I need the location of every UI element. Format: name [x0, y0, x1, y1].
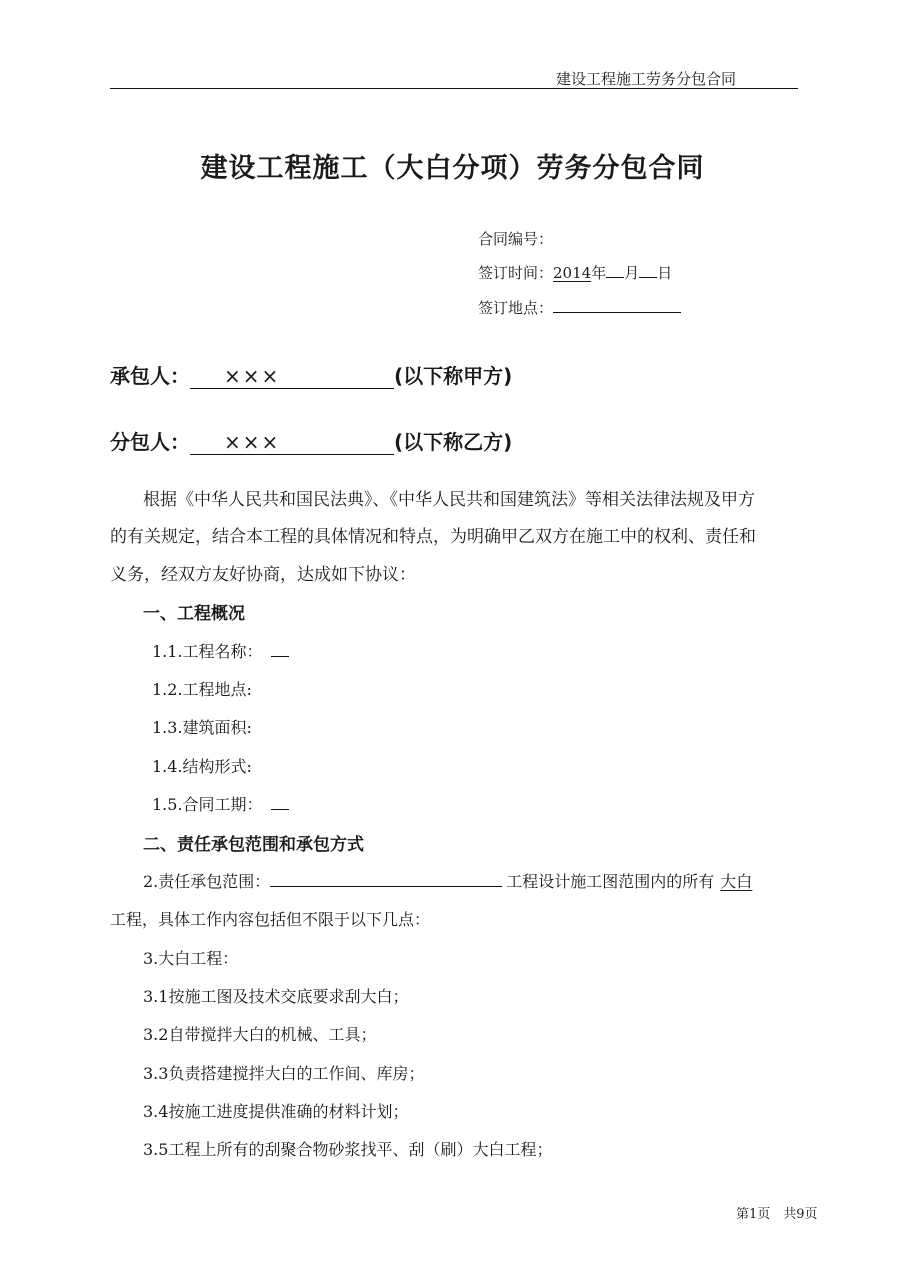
year-char: 年: [591, 264, 607, 282]
sign-place-row: [478, 297, 681, 318]
section-1-heading: 一、工程概况: [143, 604, 245, 624]
sign-time-row: [478, 262, 672, 283]
section-2-item-5: 3.4按施工进度提供准确的材料计划；: [143, 1102, 409, 1121]
subcontractor-row: [110, 426, 512, 455]
scope-blank: [270, 872, 502, 887]
project-name-blank: [271, 642, 289, 657]
contractor-suffix: (以下称甲方): [394, 364, 513, 388]
section-2-heading: 二、责任承包范围和承包方式: [143, 835, 364, 855]
contract-number-label: 合同编号：: [478, 230, 554, 248]
scope-label: 2.责任承包范围：: [143, 872, 271, 891]
project-name-item: [152, 639, 289, 662]
contract-period-blank: [271, 795, 289, 810]
scope-line-2: 工程，具体工作内容包括但不限于以下几点：: [110, 910, 431, 929]
section-2-item-3: 3.2自带搅拌大白的机械、工具；: [143, 1025, 377, 1044]
intro-line-2: 的有关规定，结合本工程的具体情况和特点，为明确甲乙双方在施工中的权利、责任和: [110, 527, 756, 547]
sign-place-label: 签订地点：: [478, 299, 554, 317]
day-char: 日: [657, 264, 673, 282]
scope-row: [143, 869, 752, 892]
scope-item: 大白: [720, 872, 753, 891]
sign-place-blank: [553, 298, 681, 313]
page-number: 第1页 共9页: [736, 1207, 818, 1222]
subcontractor-suffix: (以下称乙方): [394, 430, 513, 454]
contract-period-item: [152, 792, 289, 815]
structure-form-item: 1.4.结构形式:: [152, 757, 252, 776]
building-area-item: 1.3.建筑面积:: [152, 718, 252, 737]
project-name-label: 1.1.工程名称：: [152, 642, 263, 661]
intro-line-1: 根据《中华人民共和国民法典》、《中华人民共和国建筑法》等相关法律法规及甲方: [143, 490, 755, 510]
intro-line-3: 义务，经双方友好协商，达成如下协议：: [110, 565, 416, 585]
scope-mid-text: 工程设计施工图范围内的所有: [506, 872, 715, 891]
month-char: 月: [624, 264, 640, 282]
section-2-item-4: 3.3负责搭建搅拌大白的工作间、库房；: [143, 1064, 425, 1083]
document-title: 建设工程施工（大白分项）劳务分包合同: [200, 153, 705, 184]
header-rule: [110, 88, 798, 89]
month-blank: [606, 263, 624, 278]
contract-period-label: 1.5.合同工期：: [152, 795, 263, 814]
sign-time-label: 签订时间：: [478, 264, 554, 282]
project-location-item: 1.2.工程地点:: [152, 680, 252, 699]
section-2-item-6: 3.5工程上所有的刮聚合物砂浆找平、刮（刷）大白工程；: [143, 1140, 553, 1159]
running-header: 建设工程施工劳务分包合同: [556, 70, 737, 88]
contractor-row: [110, 360, 512, 389]
sign-year: 2014: [553, 264, 592, 282]
subcontractor-name: ×××: [190, 430, 394, 455]
section-2-item-1: 3.大白工程：: [143, 949, 239, 968]
contractor-label: 承包人：: [110, 364, 190, 388]
contract-number-row: [478, 228, 553, 249]
subcontractor-label: 分包人：: [110, 430, 190, 454]
contractor-name: ×××: [190, 364, 394, 389]
day-blank: [639, 263, 657, 278]
section-2-item-2: 3.1按施工图及技术交底要求刮大白；: [143, 987, 409, 1006]
